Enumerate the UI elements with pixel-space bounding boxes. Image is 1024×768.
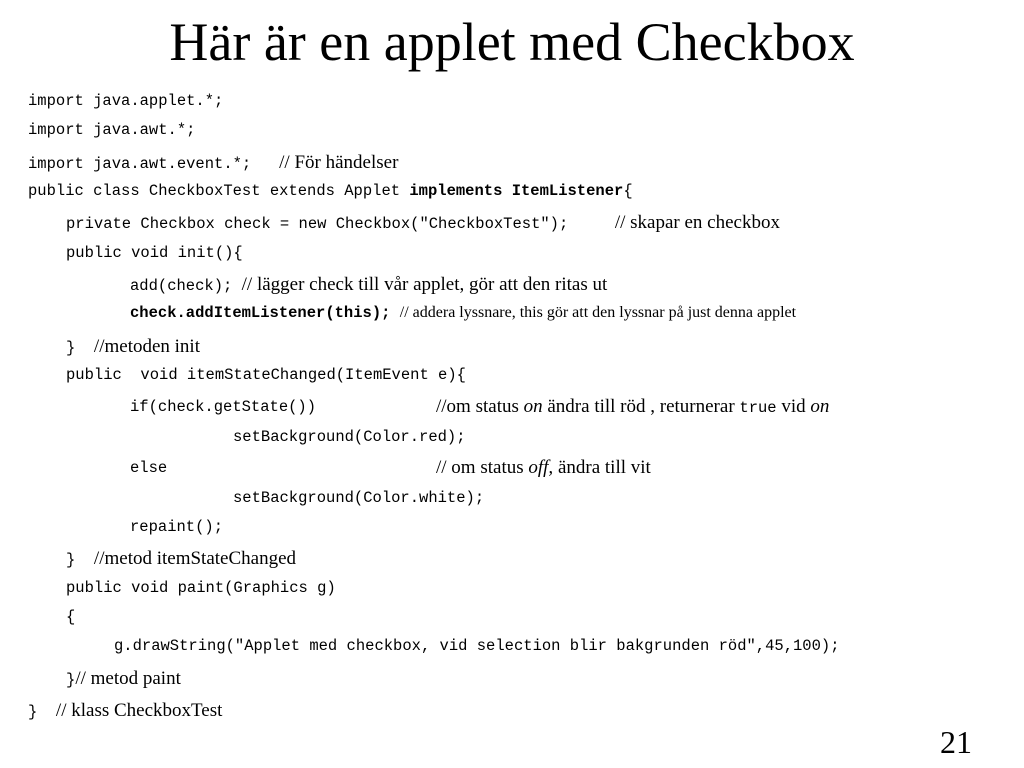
code-line-if: if(check.getState()) [130, 398, 317, 416]
code-line-class-decl [28, 182, 633, 200]
slide-title: Här är en applet med Checkbox [169, 12, 855, 72]
code-line-end-init [66, 336, 200, 358]
code-line-import-awt: import java.awt.*; [28, 121, 196, 139]
code-line-import-applet: import java.applet.*; [28, 92, 224, 110]
code-text: } [66, 671, 76, 689]
code-line-set-red: setBackground(Color.red); [233, 428, 466, 446]
code-line-repaint: repaint(); [130, 518, 224, 536]
code-text: { [623, 182, 633, 200]
code-comment: //metoden init [93, 336, 200, 357]
code-comment: // klass CheckboxTest [55, 700, 223, 721]
slide-number: 21 [940, 724, 972, 760]
code-line-end-paint [66, 668, 181, 690]
code-line-item-state-changed: public void itemStateChanged(ItemEvent e){ [66, 366, 466, 384]
code-text: private Checkbox check = new Checkbox("CheckboxTest"); [66, 215, 569, 233]
code-line-set-white: setBackground(Color.white); [233, 489, 485, 507]
code-comment: // För händelser [279, 152, 399, 173]
code-text: add(check); [130, 277, 233, 295]
code-line-import-event [28, 152, 398, 174]
code-text: } [66, 339, 76, 357]
code-comment: // metod paint [75, 668, 181, 689]
code-line-add-check [130, 274, 607, 296]
code-comment: // lägger check till vår applet, gör att den ritas ut [241, 274, 608, 295]
code-line-paint-open: { [66, 608, 76, 626]
code-text: public class CheckboxTest extends Applet [28, 182, 410, 200]
code-line-end-class [28, 700, 222, 722]
code-line-paint: public void paint(Graphics g) [66, 579, 336, 597]
code-comment: // addera lyssnare, this gör att den lyssnar på just denna applet [399, 304, 797, 321]
code-line-field-checkbox [66, 212, 780, 234]
code-text: check.addItemListener(this); [130, 304, 391, 322]
code-line-end-item-state [66, 548, 296, 570]
code-line-add-listener [130, 304, 796, 322]
code-keyword: implements ItemListener [409, 182, 624, 200]
code-comment-if: //om status on ändra till röd , returnerar true vid on [436, 396, 830, 417]
code-line-init: public void init(){ [66, 244, 243, 262]
code-line-draw-string: g.drawString("Applet med checkbox, vid selection blir bakgrunden röd",45,100); [114, 637, 840, 655]
code-comment-else: // om status off, ändra till vit [436, 457, 651, 478]
code-comment: //metod itemStateChanged [93, 548, 297, 569]
code-text: import java.awt.event.*; [28, 155, 252, 173]
code-text: } [28, 703, 38, 721]
code-line-else: else [130, 459, 168, 477]
code-comment: // skapar en checkbox [614, 212, 780, 233]
code-text: } [66, 551, 76, 569]
